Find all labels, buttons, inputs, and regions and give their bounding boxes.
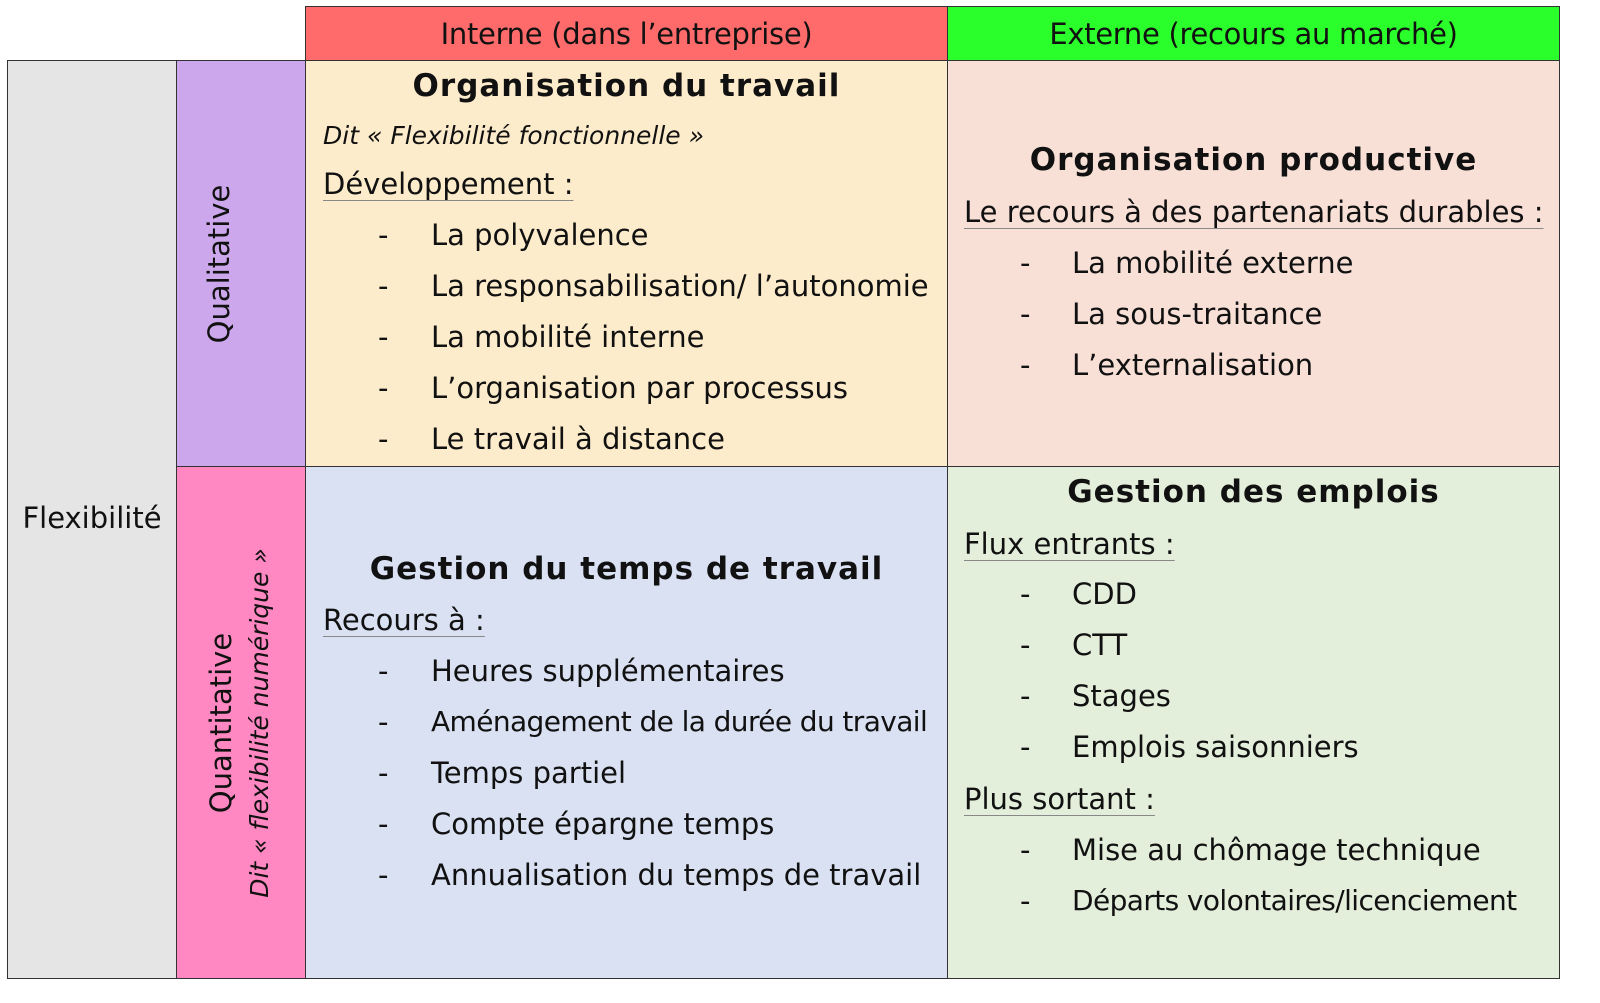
q3-section: Recours à :	[323, 603, 485, 637]
row-flexibilite	[7, 60, 177, 979]
q1-section: Développement :	[323, 167, 574, 201]
quantitative-sublabel: Dit « flexibilité numérique »	[244, 547, 274, 898]
qualitative-label: Qualitative	[201, 184, 236, 343]
q4-section-out: Plus sortant :	[964, 782, 1155, 816]
quadrant-organisation-travail: Organisation du travail Dit « Flexibilité fonctionnelle » Développement : - La polyvalence - La responsabilisation/ l’autonomie - La mobilité interne - L’organisation par processus - Le travail à distance	[305, 60, 948, 467]
quadrant-organisation-productive: Organisation productive Le recours à des partenariats durables : - La mobilité externe - La sous-traitance - L’externalisation	[947, 60, 1560, 467]
q4-title: Gestion des emplois	[1067, 474, 1440, 510]
q1-subtitle: Dit « Flexibilité fonctionnelle »	[323, 121, 705, 150]
header-internal-label: Interne (dans l’entreprise)	[440, 16, 813, 51]
row-qualitative	[176, 60, 306, 467]
quadrant-gestion-emplois: Gestion des emplois Flux entrants : - CDD - CTT - Stages - Emplois saisonniers Plus sortant : - Mise au chômage technique - Départs volontaires/licenciement	[947, 466, 1560, 979]
q4-section-in: Flux entrants :	[964, 527, 1175, 561]
quadrant-gestion-temps: Gestion du temps de travail Recours à : - Heures supplémentaires - Aménagement de la durée du travail - Temps partiel - Compte épargne temps - Annualisation du temps de travail	[305, 466, 948, 979]
q2-section: Le recours à des partenariats durables :	[964, 195, 1544, 229]
header-internal	[305, 6, 948, 61]
header-external	[947, 6, 1560, 61]
row-quantitative	[176, 466, 306, 979]
header-external-label: Externe (recours au marché)	[1049, 16, 1458, 51]
q1-title: Organisation du travail	[412, 68, 841, 104]
quantitative-label: Quantitative	[203, 632, 238, 813]
q3-title: Gestion du temps de travail	[369, 551, 884, 587]
q2-title: Organisation productive	[1029, 142, 1478, 178]
flexibilite-label: Flexibilité	[22, 501, 162, 535]
